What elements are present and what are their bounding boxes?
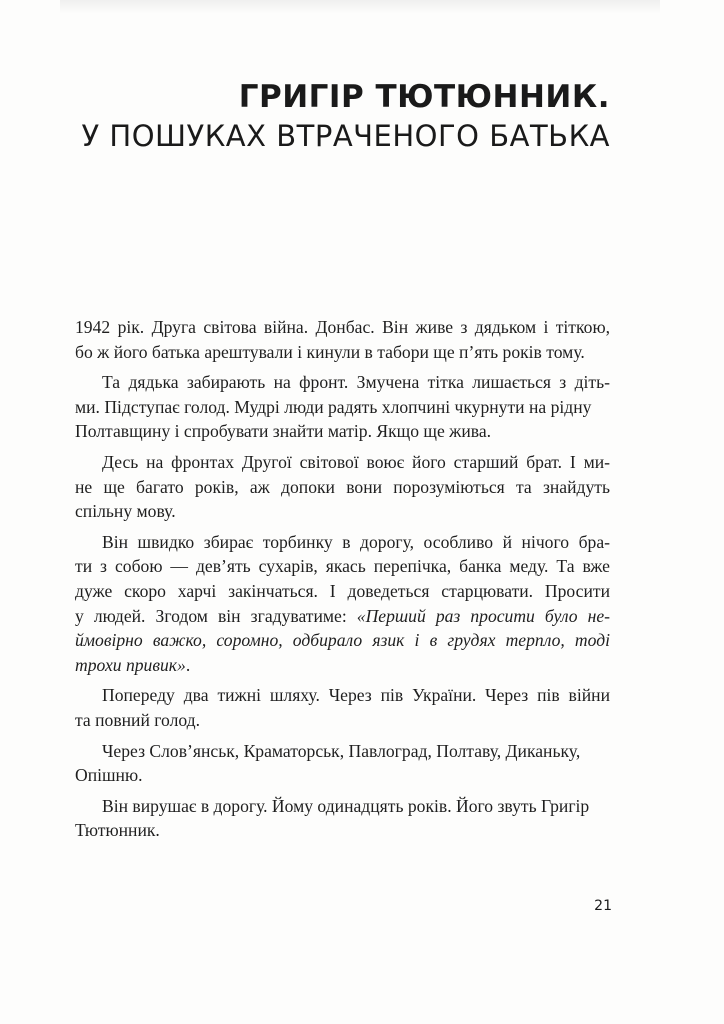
text-line: бо ж його батька арештували і кинули в табори ще п’ять років тому. — [75, 341, 585, 362]
text-fragment: у людей. Згодом він згадуватиме: — [75, 605, 357, 626]
text-line: Та дядька забирають на фронт. Змучена тітка лишається з діть- — [102, 372, 610, 393]
text-line: Він вирушає в дорогу. Йому одинадцять років. Його звуть Григір Тютюнник. — [75, 795, 590, 841]
paragraph — [75, 450, 610, 524]
quote-fragment: «Перший раз просити було не- — [356, 605, 610, 626]
quote-fragment: ймовірно важко, соромно, одбирало язик і в грудях терпло, тоді — [75, 630, 610, 651]
paragraph — [75, 683, 610, 732]
chapter-title-subtitle: У ПОШУКАХ ВТРАЧЕНОГО БАТЬКА — [81, 119, 610, 153]
paragraph — [75, 530, 610, 678]
text-line: спільну мову. — [75, 501, 176, 522]
text-line: Через Слов’янськ, Краматорськ, Павлоград, Полтаву, Диканьку, Опішню. — [75, 740, 581, 786]
text-line — [75, 604, 610, 629]
quote-fragment: трохи привик» — [75, 654, 186, 675]
text-line: Десь на фронтах Другої світової воює його старший брат. І ми- — [102, 451, 610, 472]
paragraph — [75, 739, 610, 788]
text-line — [75, 653, 610, 678]
text-line: Попереду два тижні шляху. Через пів України. Через пів війни — [102, 685, 610, 706]
paragraph — [75, 370, 610, 444]
paragraph — [75, 794, 610, 843]
paragraph — [75, 315, 610, 364]
chapter-title — [82, 78, 611, 156]
text-fragment: . — [185, 654, 191, 675]
text-line: ти з собою — дев’ять сухарів, якась перепічка, банка меду. Та вже — [75, 556, 610, 577]
text-line: ми. Підступає голод. Мудрі люди радять хлопчині чкурнути на рідну Полтавщину і спробувати знайти матір. Якщо ще жива. — [75, 396, 592, 442]
text-line: Він швидко збирає торбинку в дорогу, особливо й нічого бра- — [102, 531, 610, 552]
text-line: та повний голод. — [75, 709, 201, 730]
scan-edge-shadow — [60, 0, 660, 14]
text-line: не ще багато років, аж допоки вони порозуміються та знайдуть — [75, 476, 610, 497]
page-number: 21 — [594, 898, 612, 914]
chapter-title-main: ГРИГІР ТЮТЮННИК. — [238, 79, 610, 115]
body-text — [75, 315, 610, 849]
text-line: 1942 рік. Друга світова війна. Донбас. Він живе з дядьком і тіткою, — [75, 317, 610, 337]
text-line: дуже скоро харчі закінчаться. І доведеться старцювати. Просити — [75, 580, 610, 601]
text-line — [75, 628, 610, 653]
